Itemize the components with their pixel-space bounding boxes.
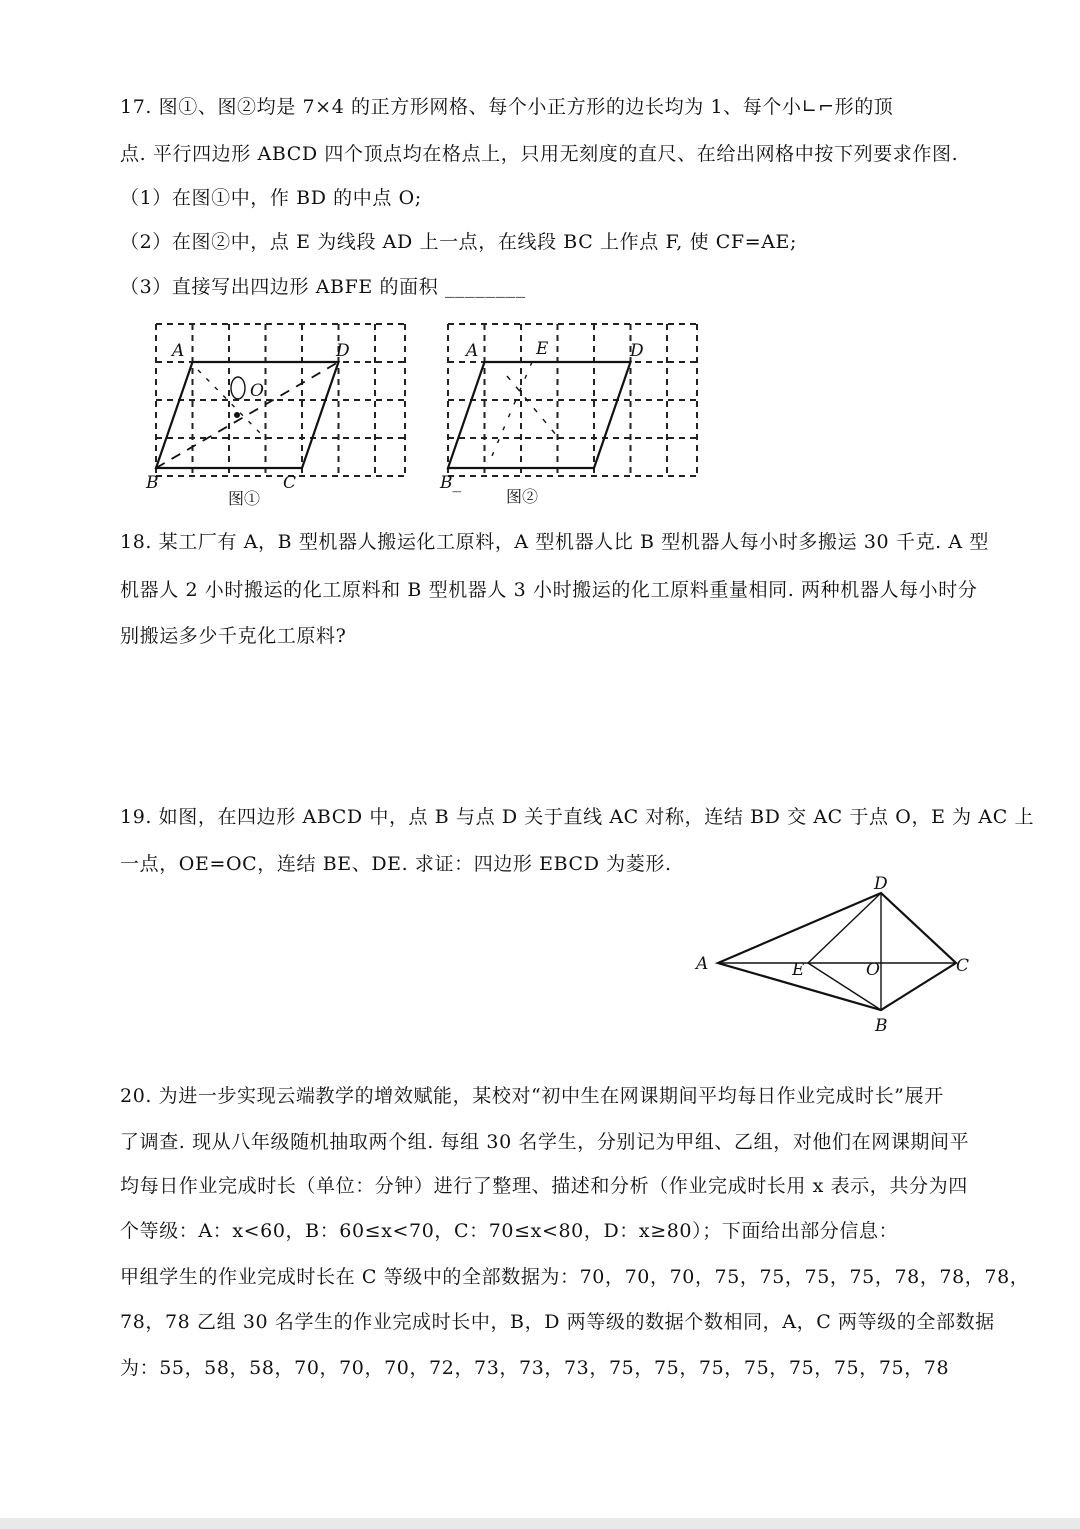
label-a: A	[466, 341, 479, 361]
q17-part-1: （1）在图①中，作 BD 的中点 O;	[120, 187, 422, 209]
grid-lines	[448, 324, 697, 476]
q20-line-4: 个等级：A：x<60，B：60≤x<70，C：70≤x<80，D：x≥80）；下面给出部分信息：	[120, 1220, 899, 1242]
label-a: A	[696, 954, 709, 974]
label-o: O	[250, 381, 264, 401]
label-c: C	[956, 956, 970, 976]
helper-line	[507, 376, 557, 436]
q17-part-3: （3）直接写出四边形 ABFE 的面积 ________	[120, 276, 526, 298]
q20-line-2: 了调查. 现从八年级随机抽取两个组. 每组 30 名学生，分别记为甲组、乙组，对他们在网课期间平	[120, 1131, 970, 1153]
q19-line-1: 19. 如图，在四边形 ABCD 中，点 B 与点 D 关于直线 AC 对称，连结 BD 交 AC 于点 O，E 为 AC 上	[120, 806, 1035, 828]
label-c: C	[283, 473, 297, 493]
page-bottom-edge	[0, 1518, 1080, 1529]
figure-1-grid	[140, 316, 420, 516]
q20-line-5: 甲组学生的作业完成时长在 C 等级中的全部数据为：70，70，70，75，75，75，75，78，78，78，	[120, 1266, 1030, 1288]
parallelogram-abcd	[156, 362, 339, 468]
quadrilateral-abcd	[718, 893, 956, 1010]
label-a: A	[172, 341, 185, 361]
q17-part-2: （2）在图②中，点 E 为线段 AD 上一点，在线段 BC 上作点 F, 使 CF=AE;	[120, 231, 798, 253]
q19-line-2: 一点，OE=OC，连结 BE、DE. 求证：四边形 EBCD 为菱形.	[120, 853, 672, 875]
label-d: D	[874, 875, 888, 894]
label-b: B_	[440, 473, 461, 493]
q20-line-1: 20. 为进一步实现云端教学的增效赋能，某校对“初中生在网课期间平均每日作业完成时长”展开	[120, 1085, 944, 1107]
q18-line-2: 机器人 2 小时搬运的化工原料和 B 型机器人 3 小时搬运的化工原料重量相同. 两种机器人每小时分	[120, 579, 978, 601]
helper-line-2	[492, 362, 532, 456]
figure-2-grid	[432, 316, 712, 516]
label-d: D	[336, 341, 350, 361]
point-o	[234, 412, 240, 418]
diagonal-bd	[156, 362, 339, 468]
q20-line-3: 均每日作业完成时长（单位：分钟）进行了整理、描述和分析（作业完成时长用 x 表示，共分为四	[120, 1175, 968, 1197]
parallelogram-abcd	[448, 362, 631, 468]
label-o: O	[866, 960, 880, 980]
label-b: B	[875, 1016, 888, 1036]
figure-2-caption: 图②	[506, 487, 539, 506]
q18-line-3: 别搬运多少千克化工原料?	[120, 625, 347, 647]
q18-line-1: 18. 某工厂有 A，B 型机器人搬运化工原料，A 型机器人比 B 型机器人每小时多搬运 30 千克. A 型	[120, 531, 989, 553]
q17-line-2: 点. 平行四边形 ABCD 四个顶点均在格点上，只用无刻度的直尺、在给出网格中按下列要求作图.	[120, 143, 959, 165]
q17-line-1: 17. 图①、图②均是 7×4 的正方形网格、每个小正方形的边长均为 1、每个小∟⌐形的顶	[120, 96, 894, 118]
segment-de	[808, 893, 881, 963]
label-e: E	[792, 960, 805, 980]
q20-line-7: 为：55，58，58，70，70，70，72，73，73，73，75，75，75，75，75，75，75，78	[120, 1357, 950, 1379]
figure-q19-kite	[688, 875, 988, 1040]
q20-line-6: 78，78 乙组 30 名学生的作业完成时长中，B，D 两等级的数据个数相同，A，C 两等级的全部数据	[120, 1311, 995, 1333]
figure-1-caption: 图①	[228, 489, 261, 508]
label-b: B	[146, 473, 159, 493]
label-e: E	[536, 339, 549, 359]
label-o-circle	[231, 377, 245, 399]
grid-lines	[156, 324, 405, 476]
label-d: D	[630, 341, 644, 361]
